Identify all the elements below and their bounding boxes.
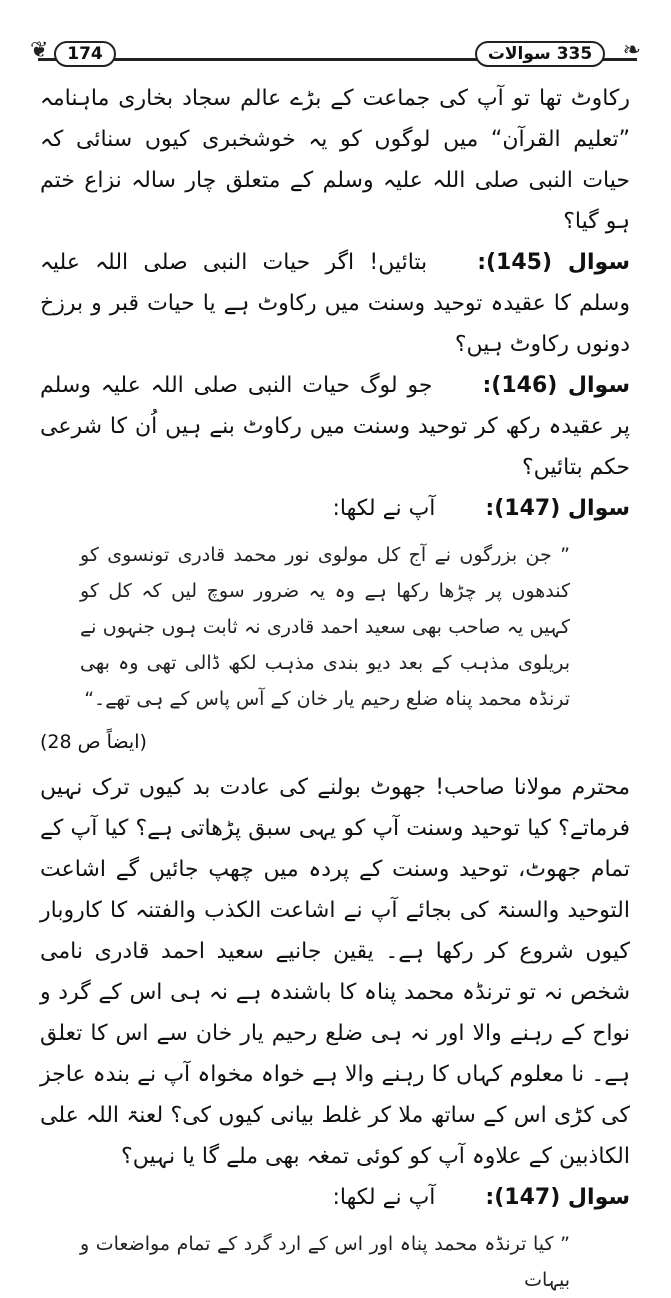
question-147: [40, 488, 630, 529]
question-145: [40, 242, 630, 365]
question-text: بتائیں! اگر حیات النبی صلی اللہ علیہ وسلم کا عقیدہ توحید وسنت میں رکاوٹ ہے یا حیات قبر و برزخ دونوں رکاوٹ ہیں؟: [40, 250, 630, 357]
question-146: [40, 365, 630, 488]
reference: [40, 719, 630, 765]
question-label: سوال (146):: [482, 373, 630, 398]
question-label: سوال (147):: [485, 496, 630, 521]
ornament-left-icon: ❦: [30, 38, 49, 63]
question-text: آپ نے لکھا:: [332, 1185, 436, 1210]
page-number: 174: [54, 41, 116, 67]
block-quote-2: ” کیا ترنڈہ محمد پناہ اور اس کے ارد گرد کے تمام مواضعات و بیہات: [80, 1233, 570, 1291]
block-quote: ” جن بزرگوں نے آج کل مولوی نور محمد قادری تونسوی کو کندھوں پر چڑھا رکھا ہے وہ یہ ضرور سوچ لیں کہ کل کو کہیں یہ صاحب بھی سعید احمد قادری نہ ثابت ہوں جنہوں نے بریلوی مذہب کے بعد دیو بندی مذہب لکھ ڈالی تھی وہ بھی ترنڈہ محمد پناہ ضلع رحیم یار خان کے آس پاس کے ہی تھے۔“: [80, 544, 570, 710]
page-header: [0, 0, 671, 74]
question-text: جو لوگ حیات النبی صلی اللہ علیہ وسلم پر عقیدہ رکھ کر توحید وسنت میں رکاوٹ بنے ہیں اُن کا شرعی حکم بتائیں؟: [40, 373, 630, 480]
question-label: سوال (147):: [485, 1185, 630, 1210]
ornament-right-icon: ❧: [622, 38, 641, 63]
reference-text: (ایضاً ص 28): [40, 731, 147, 753]
paragraph-response: محترم مولانا صاحب! جھوٹ بولنے کی عادت بد کیوں ترک نہیں فرماتے؟ کیا توحید وسنت آپ کو یہی سبق پڑھاتی ہے؟ کیا آپ کے تمام جھوٹ، توحید وسنت کے پردہ میں چھپ جائیں گے اشاعت التوحید والسنۃ کی بجائے آپ نے اشاعت الکذب والفتنہ کا کاروبار کیوں شروع کر رکھا ہے۔ یقین جانیے سعید احمد قادری نامی شخص نہ تو ترنڈہ محمد پناہ کا باشندہ ہے نہ ہی اس کے گرد و نواح کے رہنے والا اور نہ ہی ضلع رحیم یار خان سے اس کا تعلق ہے۔ نا معلوم کہاں کا رہنے والا ہے خواہ مخواہ آپ نے بندہ عاجز کی کڑی اس کے ساتھ ملا کر غلط بیانی کیوں کی؟ لعنۃ اللہ علی الکاذبین کے علاوہ آپ کو کوئی تمغہ بھی ملے گا یا نہیں؟: [40, 775, 630, 1169]
question-text: آپ نے لکھا:: [332, 496, 436, 521]
question-147-repeat: [40, 1177, 630, 1218]
book-title: 335 سوالات: [475, 41, 605, 67]
paragraph-intro: رکاوٹ تھا تو آپ کی جماعت کے بڑے عالم سجاد بخاری ماہنامہ ”تعلیم القرآن“ میں لوگوں کو یہ خوشخبری کیوں سنائی کہ حیات النبی صلی اللہ علیہ وسلم کے متعلق چار سالہ نزاع ختم ہو گیا؟: [40, 86, 630, 234]
page-body: [40, 78, 630, 1298]
question-label: سوال (145):: [477, 250, 630, 275]
